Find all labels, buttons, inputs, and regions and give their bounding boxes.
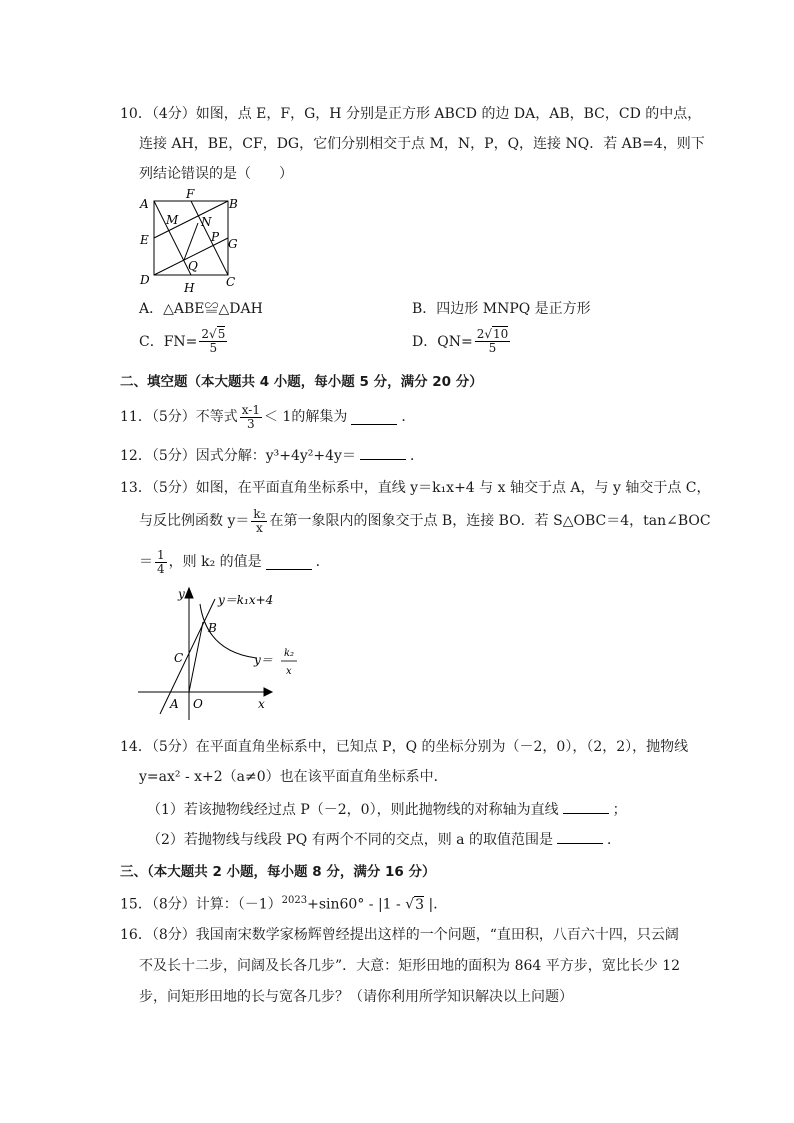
segment-bo [189,622,203,692]
q11-denominator: 3 [247,416,255,431]
label-b: B [229,197,238,211]
label-origin: O [193,697,203,711]
q10-option-c [139,328,229,355]
q16-line1: 16．（8分）我国南宋数学家杨辉曾经提出这样的一个问题，“直田积，八百六十四，只云阔 [120,927,679,943]
label-line-equation: y＝k₁x+4 [218,593,274,607]
label-point-b: B [208,621,217,635]
label-m: M [166,213,179,227]
q13-line3-suffix: ，则 k₂ 的值是 [168,554,262,570]
label-curve-denominator: x [286,666,292,677]
label-x-axis: x [258,697,265,711]
option-d-prefix: D．QN= [412,333,473,350]
option-d-radicand: 10 [492,327,509,341]
q14-part1-blank [563,799,609,814]
q10-option-b: B．四边形 MNPQ 是正方形 [412,301,591,317]
q11-fraction [240,404,262,431]
option-d-fraction: $\frac{2√10}{5}$ [476,327,509,355]
q14-part2-end: ． [606,832,621,848]
section-3-heading: 三、（本大题共 2 小题，每小题 8 分，满分 16 分） [120,864,436,880]
q12 [120,445,424,466]
y-axis-arrow [185,588,193,598]
q14-part1: （1）若该抛物线经过点 P（－2，0），则此抛物线的对称轴为直线 [147,802,559,818]
label-d: D [140,273,150,287]
label-n: N [201,215,212,229]
q15-exponent: 2023 [281,895,308,906]
q11-numerator: x-1 [241,402,260,417]
q14-line2: y=ax² - x+2（a≠0）也在该平面直角坐标系中． [139,769,448,785]
option-d-coef: 2 [476,327,485,341]
q12-answer-blank [360,445,406,460]
q14-part2-blank [557,829,603,844]
q14-part1-end: ； [612,802,627,818]
label-curve-prefix: y＝ [254,653,273,667]
q12-text: 12．（5分）因式分解：y³+4y²+4y＝ [120,448,356,464]
q11 [120,402,415,432]
q13-line3 [139,547,330,577]
option-c-fraction: $\frac{2√5}{5}$ [201,327,226,355]
label-q: Q [188,259,198,273]
section-2-heading: 二、填空题（本大题共 4 小题，每小题 5 分，满分 20 分） [120,374,483,390]
q11-prefix: 11．（5分）不等式 [120,409,238,425]
q14-line4 [147,829,621,850]
q13-line3-prefix: ＝ [139,554,153,570]
q15-radicand: 3 [415,896,425,913]
label-h: H [184,281,195,294]
q13-coordinate-figure [132,582,312,722]
label-g: G [228,237,238,251]
option-c-coef: 2 [201,327,210,341]
q13-line3-end: ． [315,554,330,570]
q13-k2-denominator: x [256,520,263,535]
q16-line2: 不及长十二步，问阔及长各几步”．大意：矩形田地的面积为 864 平方步，宽比长少 12 [139,958,681,974]
label-point-a: A [170,697,179,711]
q10-square-figure [134,186,246,294]
q14-part2: （2）若抛物线与线段 PQ 有两个不同的交点，则 a 的取值范围是 [147,832,553,848]
q11-end: ． [401,409,416,425]
x-axis-arrow [264,688,272,696]
label-c: C [226,275,236,289]
q10-line3: 列结论错误的是（ ） [139,166,293,182]
q16-line3: 步，问矩形田地的长与宽各几步？（请你利用所学知识解决以上问题） [139,989,573,1005]
q13-tan-fraction [155,549,167,576]
label-y-axis: y [178,587,185,601]
label-a: A [140,197,149,211]
q15: 15．（8分）计算：$(-1)^{2023}+\sin 60^\circ - |1 - √3$ |． [120,895,448,913]
line-y-k1x-4 [160,599,215,714]
label-f: F [186,187,195,201]
q13-line1: 13．（5分）如图，在平面直角坐标系中，直线 y＝k₁x+4 与 x 轴交于点 A，与 y 轴交于点 C， [120,480,711,496]
option-c-prefix: C．FN= [139,333,198,350]
q10-line2: 连接 AH，BE，CF，DG，它们分别相交于点 M，N，P，Q，连接 NQ．若 AB=4，则下 [139,136,705,152]
q10-option-d [412,328,512,355]
q15-prefix: 15．（8分）计算：（－1） [120,896,282,913]
q10-line1: 10．（4分）如图，点 E，F，G，H 分别是正方形 ABCD 的边 DA，AB，BC，CD 的中点， [120,106,702,122]
label-e: E [140,233,149,247]
q13-answer-blank [266,555,312,570]
label-point-c: C [174,651,184,665]
q13-line2-suffix: 在第一象限内的图象交于点 B，连接 BO．若 S△OBC＝4，tan∠BOC [269,513,711,529]
q10-option-a: A．△ABE≌△DAH [139,301,263,317]
q15-mid: +sin60° - |1 - [307,896,406,913]
q13-tan-denominator: 4 [157,561,165,576]
option-c-denominator: 5 [209,341,218,355]
label-p: P [211,230,220,244]
q13-line2-prefix: 与反比例函数 y＝ [139,513,250,529]
q13-k2-fraction [251,508,267,535]
label-curve-numerator: k₂ [284,648,295,659]
q15-end: |． [424,896,448,913]
q14-line1: 14．（5分）在平面直角坐标系中，已知点 P，Q 的坐标分别为（－2，0），（2，2），抛物线 [120,739,689,755]
option-c-radicand: 5 [217,327,226,341]
q11-answer-blank [351,410,397,425]
q11-mid: ＜ 1的解集为 [263,409,348,425]
q12-end: ． [409,448,424,464]
q13-tan-numerator: 1 [157,547,165,562]
option-d-denominator: 5 [488,341,497,355]
q13-line2 [139,506,711,536]
q13-k2-numerator: k₂ [253,506,266,521]
q14-line3 [147,799,627,820]
